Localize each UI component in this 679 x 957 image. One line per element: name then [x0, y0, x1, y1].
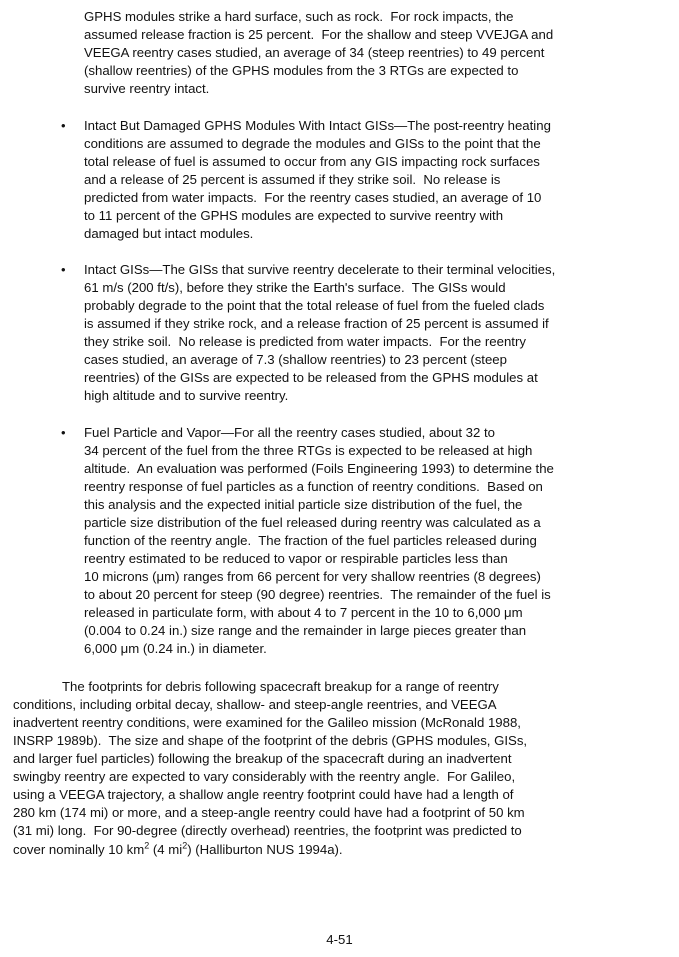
- text-line: reentry estimated to be reduced to vapor or respirable particles less than: [84, 551, 508, 566]
- text-line: INSRP 1989b). The size and shape of the footprint of the debris (GPHS modules, GISs,: [13, 733, 528, 748]
- text-line: survive reentry intact.: [84, 81, 210, 96]
- text-line: inadvertent reentry conditions, were examined for the Galileo mission (McRonald 1988,: [13, 715, 521, 730]
- text-fragment: cover nominally 10 km: [13, 842, 145, 857]
- text-line: particle size distribution of the fuel released during reentry was calculated as a: [84, 515, 541, 530]
- text-line: reentry response of fuel particles as a function of reentry conditions. Based on: [84, 479, 543, 494]
- text-line: reentries) of the GISs are expected to be released from the GPHS modules at: [84, 370, 538, 385]
- text-line: 6,000 μm (0.24 in.) in diameter.: [84, 641, 267, 656]
- text-line: 61 m/s (200 ft/s), before they strike the Earth's surface. The GISs would: [84, 280, 506, 295]
- text-line: 10 microns (μm) ranges from 66 percent for very shallow reentries (8 degrees): [84, 569, 541, 584]
- superscript: 2: [144, 840, 150, 851]
- text-line: this analysis and the expected initial particle size distribution of the fuel, the: [84, 497, 523, 512]
- bullet-icon: •: [61, 118, 66, 133]
- text-line: 280 km (174 mi) or more, and a steep-angle reentry could have had a footprint of 50 km: [13, 805, 525, 820]
- text-line: and larger fuel particles) following the breakup of the spacecraft during an inadvertent: [13, 751, 512, 766]
- text-line: altitude. An evaluation was performed (Foils Engineering 1993) to determine the: [84, 461, 554, 476]
- text-line: swingby reentry are expected to vary considerably with the reentry angle. For Galileo,: [13, 769, 516, 784]
- text-line: predicted from water impacts. For the reentry cases studied, an average of 10: [84, 190, 542, 205]
- text-fragment: (4 mi: [149, 842, 183, 857]
- text-line: conditions, including orbital decay, shallow- and steep-angle reentries, and VEEGA: [13, 697, 497, 712]
- text-line: probably degrade to the point that the total release of fuel from the fueled clads: [84, 298, 545, 313]
- bullet-icon: •: [61, 425, 66, 440]
- text-line: VEEGA reentry cases studied, an average of 34 (steep reentries) to 49 percent: [84, 45, 545, 60]
- text-line-last: [13, 841, 343, 859]
- text-line: 34 percent of the fuel from the three RTGs is expected to be released at high: [84, 443, 533, 458]
- text-line: using a VEEGA trajectory, a shallow angle reentry footprint could have had a length of: [13, 787, 514, 802]
- superscript: 2: [182, 840, 188, 851]
- text-line: GPHS modules strike a hard surface, such as rock. For rock impacts, the: [84, 9, 514, 24]
- text-fragment: ) (Halliburton NUS 1994a).: [187, 842, 343, 857]
- text-line: (shallow reentries) of the GPHS modules from the 3 RTGs are expected to: [84, 63, 519, 78]
- text-line: The footprints for debris following spacecraft breakup for a range of reentry: [62, 679, 499, 694]
- text-line: they strike soil. No release is predicted from water impacts. For the reentry: [84, 334, 526, 349]
- text-line: cases studied, an average of 7.3 (shallow reentries) to 23 percent (steep: [84, 352, 507, 367]
- text-line: Intact GISs—The GISs that survive reentry decelerate to their terminal velocities,: [84, 262, 556, 277]
- page-number: 4-51: [326, 932, 353, 947]
- text-line: high altitude and to survive reentry.: [84, 388, 289, 403]
- text-line: conditions are assumed to degrade the modules and GISs to the point that the: [84, 136, 541, 151]
- text-line: is assumed if they strike rock, and a release fraction of 25 percent is assumed if: [84, 316, 549, 331]
- text-line: to 11 percent of the GPHS modules are expected to survive reentry with: [84, 208, 504, 223]
- text-line: and a release of 25 percent is assumed if they strike soil. No release is: [84, 172, 501, 187]
- text-line: function of the reentry angle. The fraction of the fuel particles released during: [84, 533, 537, 548]
- text-line: released in particulate form, with about 4 to 7 percent in the 10 to 6,000 μm: [84, 605, 523, 620]
- text-line: (31 mi) long. For 90-degree (directly overhead) reentries, the footprint was predicted to: [13, 823, 522, 838]
- text-line: total release of fuel is assumed to occur from any GIS impacting rock surfaces: [84, 154, 540, 169]
- text-line: Intact But Damaged GPHS Modules With Intact GISs—The post-reentry heating: [84, 118, 551, 133]
- text-line: damaged but intact modules.: [84, 226, 254, 241]
- text-line: Fuel Particle and Vapor—For all the reentry cases studied, about 32 to: [84, 425, 495, 440]
- text-line: assumed release fraction is 25 percent. For the shallow and steep VVEJGA and: [84, 27, 554, 42]
- text-line: to about 20 percent for steep (90 degree) reentries. The remainder of the fuel is: [84, 587, 551, 602]
- text-line: (0.004 to 0.24 in.) size range and the remainder in large pieces greater than: [84, 623, 527, 638]
- bullet-icon: •: [61, 262, 66, 277]
